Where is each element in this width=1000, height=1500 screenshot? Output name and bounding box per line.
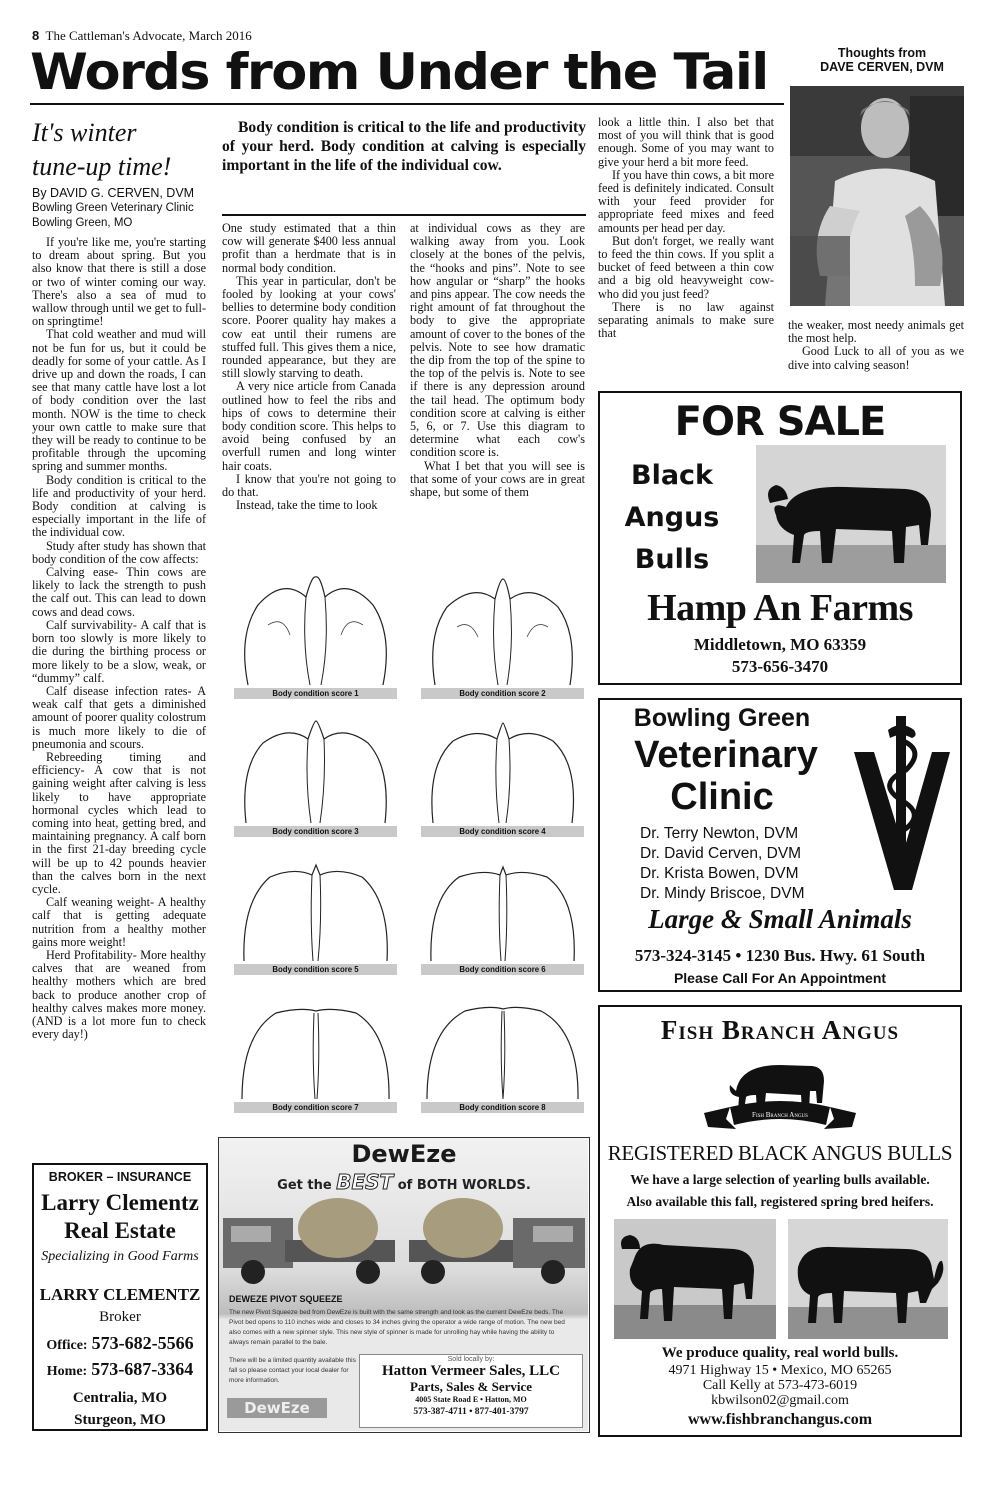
paragraph: Calf disease infection rates- A weak calf that gets a diminished amount of poorer quality colostrum is much more likely to die of pneumonia and scours.: [32, 683, 206, 751]
publication-name: The Cattleman's Advocate, March 2016: [45, 28, 252, 43]
thoughts-from-label: Thoughts from: [837, 46, 927, 60]
paragraph: Calf weaning weight- A healthy calf that is getting adequate nutrition from a healthy mother gains more weight!: [32, 895, 206, 949]
ad-bgvc-appointment: Please Call For An Appointment: [673, 970, 887, 986]
pull-quote: [222, 118, 586, 175]
ad-bgvc-line3: Clinic: [670, 776, 774, 818]
dealer-address: 4005 State Road E • Hatton, MO: [415, 1395, 527, 1404]
ad-clementz-name2: Real Estate: [64, 1218, 176, 1243]
cow-rear-sketch: [228, 979, 403, 1101]
ad-farm-city: Middletown, MO 63359: [693, 635, 867, 654]
author-photo-image: [790, 86, 964, 306]
columnist-name: DAVE CERVEN, DVM: [820, 60, 944, 74]
heifer-photo: [788, 1219, 948, 1339]
article-column-3: [410, 222, 585, 499]
bcs-panel-1: [228, 565, 403, 699]
ad-fish-slogan: We produce quality, real world bulls.: [661, 1345, 899, 1361]
office-phone: 573-682-5566: [91, 1333, 194, 1353]
home-label: Home:: [46, 1364, 88, 1379]
sold-by-label: Sold locally by:: [447, 1356, 495, 1363]
ad-fish-phone: Call Kelly at 573-473-6019: [702, 1378, 858, 1393]
bull-photo: [614, 1219, 776, 1339]
paragraph: What I bet that you will see is that some of your cows are in great shape, but some of them: [410, 458, 585, 500]
ad-fish-line: Also available this fall, registered spring bred heifers.: [626, 1194, 934, 1209]
paragraph: Herd Profitability- More healthy calves that are weaned from healthy mothers which are bred back to produce another crop of healthy calves makes more money. (AND is a lot more fun to check every day!): [32, 947, 206, 1042]
ad-clementz-broker-name: LARRY CLEMENTZ: [39, 1285, 201, 1304]
paragraph: A very nice article from Canada outlined how to feel the ribs and hips of cows to determine their body condition score. This helps to avoid being confused by an overfull rumen and long winter hair coats.: [222, 379, 396, 473]
author-location: Bowling Green, MO: [32, 217, 133, 229]
subhead-line-2: tune-up time!: [32, 152, 172, 181]
cow-rear-sketch: [415, 703, 590, 825]
bcs-panel-4: [415, 703, 590, 837]
town: Centralia, MO: [72, 1390, 168, 1406]
author-photo: [790, 86, 964, 306]
ad-farm-name: Hamp An Farms: [647, 587, 913, 629]
bcs-panel-8: [415, 979, 590, 1113]
article-subhead: [32, 116, 212, 184]
ad-fish-email[interactable]: kbwilson02@gmail.com: [711, 1393, 849, 1408]
ad-forsale-line: Black: [630, 460, 713, 491]
article-column-1: [32, 236, 206, 1041]
paragraph: If you're like me, you're starting to dream about spring. But you also know that there is still a dose or two of winter coming our way. There's also a sea of mud to wallow through until we get to full-on springtime!: [32, 235, 206, 329]
cow-rear-sketch: [415, 841, 590, 963]
ad-deweze-tagline: [219, 1170, 589, 1194]
ad-bgvc-tagline: Large & Small Animals: [648, 904, 912, 934]
doctor-name: Dr. David Cerven, DVM: [640, 845, 802, 862]
author-block: [32, 186, 217, 231]
bcs-panel-5: [228, 841, 403, 975]
author-affiliation: Bowling Green Veterinary Clinic: [32, 202, 194, 214]
ad-clementz-broker-title: Broker: [99, 1309, 141, 1325]
bcs-label: Body condition score 7: [234, 1102, 397, 1113]
veterinary-logo-icon: [846, 710, 956, 910]
bcs-label: Body condition score 8: [421, 1102, 584, 1113]
doctor-name: Dr. Krista Bowen, DVM: [640, 865, 799, 882]
paragraph: Study after study has shown that body condition of the cow affects:: [32, 538, 206, 566]
bull-photo: [756, 445, 946, 583]
columnist-box: [792, 46, 972, 74]
ad-fish-line: We have a large selection of yearling bulls available.: [630, 1172, 930, 1187]
paragraph: I know that you're not going to do that.: [222, 471, 396, 500]
cow-rear-sketch: [228, 565, 403, 687]
ad-fish-offers: [600, 1169, 960, 1213]
bull-image: [756, 445, 946, 583]
ad-clementz-title: [34, 1189, 206, 1245]
bcs-panel-3: [228, 703, 403, 837]
angus-ribbon-logo-icon: [700, 1051, 860, 1141]
paragraph: Calving ease- Thin cows are likely to lack the strength to push the calf out. This can lead to down cows and dead cows.: [32, 565, 206, 619]
doctor-name: Dr. Mindy Briscoe, DVM: [640, 885, 805, 902]
ad-fish-address: 4971 Highway 15 • Mexico, MO 65265: [668, 1363, 892, 1378]
ad-fish-contact: [600, 1363, 960, 1408]
ad-forsale-line: Bulls: [634, 544, 710, 575]
ad-fish-ribbon-text: Fish Branch Angus: [752, 1111, 808, 1119]
ad-clementz-home: [34, 1359, 206, 1380]
paragraph: But don't forget, we really want to feed the thin cows. If you split a bucket of feed between a thin cow and a big old heavyweight cow- who did you just feed?: [598, 233, 774, 301]
folio: [32, 28, 252, 44]
page-title: Words from Under the Tail: [30, 43, 768, 101]
dealer-phone: 573-387-4711 • 877-401-3797: [413, 1407, 529, 1417]
dealer-services: Parts, Sales & Service: [409, 1379, 533, 1394]
paragraph: Instead, take the time to look: [236, 498, 378, 513]
town: Sturgeon, MO: [74, 1412, 166, 1428]
author-byline: By DAVID G. CERVEN, DVM: [32, 186, 195, 200]
paragraph: look a little thin. I also bet that most of you will think that is good enough. Some of you may want to give your herd a bit more feed.: [598, 115, 774, 169]
ad-deweze-product: DEWEZE PIVOT SQUEEZE: [229, 1294, 343, 1304]
bcs-panel-7: [228, 979, 403, 1113]
bcs-label: Body condition score 1: [234, 688, 397, 699]
ad-bgvc-doctors: [640, 824, 805, 904]
paragraph: If you have thin cows, a bit more feed is definitely indicated. Consult with your feed provider for appropriate feed mixes and feed amounts per head per day.: [598, 167, 774, 235]
ad-hamp-an-farms: [598, 391, 962, 685]
cow-rear-sketch: [228, 841, 403, 963]
ad-fish-website-link[interactable]: www.fishbranchangus.com: [687, 1411, 873, 1428]
paragraph: This year in particular, don't be fooled by looking at your cows' bellies to determine body condition score. Poorer quality hay makes a cow eat until their rumens are stuffed full. This gives them a nice, rounded appearance, but they are still slowly starving to death.: [222, 273, 396, 381]
cow-rear-sketch: [415, 565, 590, 687]
ad-fish-branch-angus: [598, 1005, 962, 1437]
cow-rear-sketch: [228, 703, 403, 825]
body-condition-diagram: [220, 565, 590, 1110]
ad-forsale-line: Angus: [624, 502, 720, 533]
paragraph: the weaker, most needy animals get the most help.: [788, 318, 964, 346]
paragraph: at individual cows as they are walking away from you. Look closely at the bones of the pelvis, the “hooks and pins”. Note to see how angular or “sharp” the hooks and pins appear. The cow needs the right amount of fat throughout the body to give the appropriate amount of cover to the bones of the pelvis. Note to see how dramatic the dip from the top of the spine to the top of the pelvis is. Note to see if there is any depression around the tail head. The optimum body condition score at calving is either 5, 6, or 7. Use this diagram to determine what each cow's condition score is.: [410, 221, 585, 460]
pull-quote-text: Body condition is critical to the life and productivity of your herd. Body condition at calving is especially important in the life of the individual cow.: [222, 119, 586, 174]
tagline-pre: Get the: [277, 1178, 332, 1193]
article-column-2: [222, 222, 396, 512]
doctor-name: Dr. Terry Newton, DVM: [640, 825, 799, 842]
paragraph: Body condition is critical to the life and productivity of your herd. Body condition at calving is especially important in the life of the individual cow.: [32, 472, 206, 540]
ad-clementz-towns: [34, 1387, 206, 1431]
pull-quote-rule: [222, 214, 586, 216]
ad-deweze-description: The new Pivot Squeeze bed from DewEze is built with the same strength and look as the current DewEze beds. The Pivot bed opens to 110 inches wide and closes to 34 inches giving the operator a wide range of motion. The new bed also comes with a new spinner style. This new style of spinner is made for unrolling hay while having the ability to always remain parallel to the bale.: [229, 1309, 565, 1346]
office-label: Office:: [46, 1338, 88, 1353]
bcs-label: Body condition score 4: [421, 826, 584, 837]
ad-fish-headline: REGISTERED BLACK ANGUS BULLS: [607, 1141, 953, 1165]
ad-bgvc-contact: 573-324-3145 • 1230 Bus. Hwy. 61 South: [634, 946, 926, 965]
paragraph: That cold weather and mud will not be fun for us, but it could be deadly for some of your cattle. As I drive up and down the roads, I can see that many cattle have lost a lot of body condition over the last month. NOW is the time to check your own cattle to make sure that they will be ready to continue to be profitable through the upcoming spring and summer months.: [32, 327, 206, 474]
bull-image: [614, 1219, 776, 1339]
paragraph: Rebreeding timing and efficiency- A cow that is not gaining weight after calving is less likely to have appropriate hormonal cycles which lead to coming into heat, getting bred, and maintaining pregnancy. A calf born in the first 21-day breeding cycle will be up to 42 pounds heavier than the calves born in the next cycle.: [32, 749, 206, 896]
ad-bgvc-line1: Bowling Green: [633, 704, 811, 732]
home-phone: 573-687-3364: [91, 1359, 194, 1379]
paragraph: There is no law against separating animals to make sure that: [598, 299, 774, 341]
paragraph: Calf survivability- A calf that is born too slowly is more likely to die during the birthing process or more likely to be a slow, weak, or “dummy” calf.: [32, 617, 206, 685]
deweze-trucks-image: [223, 1196, 585, 1292]
ad-forsale-lines: [612, 455, 732, 581]
ad-fish-name: Fish Branch Angus: [660, 1015, 900, 1045]
ad-bowling-green-vet: [598, 698, 962, 992]
bcs-label: Body condition score 5: [234, 964, 397, 975]
dealer-name: Hatton Vermeer Sales, LLC: [381, 1363, 561, 1379]
tagline-post: of BOTH WORLDS.: [397, 1178, 531, 1193]
article-column-4: [598, 116, 774, 340]
ad-deweze: [218, 1137, 590, 1433]
article-column-5: [788, 319, 964, 372]
ad-forsale-headline: FOR SALE: [674, 399, 886, 445]
ad-clementz-category: BROKER – INSURANCE: [48, 1170, 192, 1184]
bcs-panel-2: [415, 565, 590, 699]
ad-deweze-logo: DewEze: [227, 1398, 327, 1418]
ad-clementz-tag: Specializing in Good Farms: [41, 1249, 199, 1264]
ad-clementz-office: [34, 1333, 206, 1354]
ad-clementz-name: Larry Clementz: [41, 1190, 199, 1215]
ad-deweze-limited: There will be a limited quantity available this fall so please contact your local dealer for more information.: [229, 1357, 356, 1384]
ad-deweze-brand: DewEze: [351, 1140, 457, 1168]
ad-farm-phone: 573-656-3470: [731, 657, 829, 676]
header-rule: [30, 103, 784, 105]
page-number: 8: [32, 28, 40, 43]
subhead-line-1: It's winter: [32, 118, 137, 147]
ad-bgvc-line2: Veterinary: [634, 734, 818, 776]
paragraph: Good Luck to all of you as we dive into calving season!: [788, 344, 964, 372]
ad-larry-clementz: [32, 1163, 208, 1431]
bcs-label: Body condition score 3: [234, 826, 397, 837]
bcs-label: Body condition score 2: [421, 688, 584, 699]
tagline-best: BEST: [336, 1170, 394, 1194]
bcs-label: Body condition score 6: [421, 964, 584, 975]
heifer-image: [788, 1219, 948, 1339]
ad-deweze-dealer-box: [359, 1354, 583, 1428]
bcs-panel-6: [415, 841, 590, 975]
cow-rear-sketch: [415, 979, 590, 1101]
paragraph: One study estimated that a thin cow will generate $400 less annual profit than a herdmate that is in normal body condition.: [222, 221, 396, 275]
